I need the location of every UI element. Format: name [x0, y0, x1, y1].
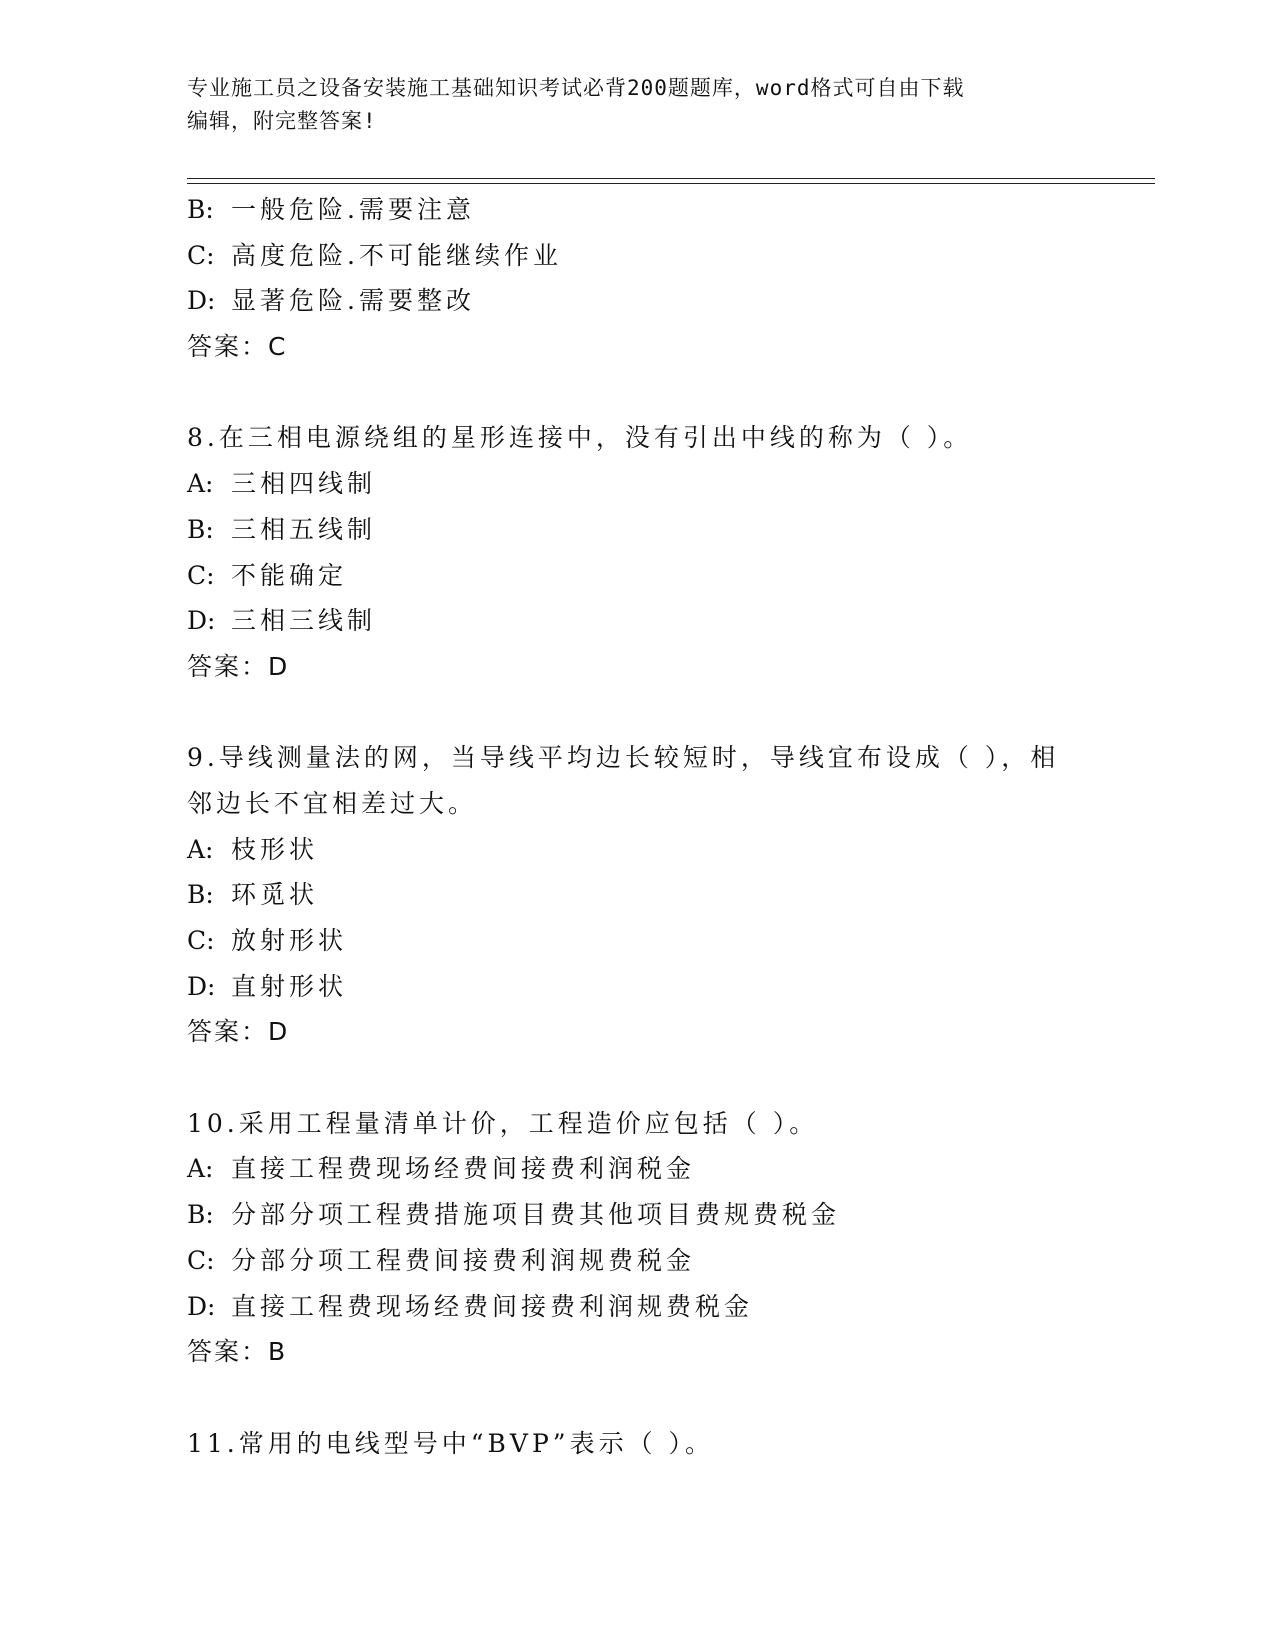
answer-key: 答案：D	[187, 1017, 290, 1047]
option-text: 三相三线制	[231, 606, 377, 636]
option-text: 枝形状	[231, 834, 319, 864]
option-text: 直接工程费现场经费间接费利润税金	[231, 1154, 696, 1184]
answer-option	[187, 553, 1087, 599]
answer-option	[187, 1238, 1087, 1284]
option-label: C:	[187, 560, 215, 590]
option-label: C:	[187, 240, 215, 270]
question-text: 邻边长不宜相差过大。	[187, 788, 478, 818]
option-label: C:	[187, 1245, 215, 1275]
option-label: A:	[187, 1154, 214, 1184]
header-divider-bottom	[187, 183, 1155, 184]
option-text: 放射形状	[231, 926, 348, 955]
question-text: 10.采用工程量清单计价，工程造价应包括（ ）。	[187, 1108, 819, 1138]
question-text: 8.在三相电源绕组的星形连接中，没有引出中线的称为（ ）。	[187, 423, 973, 453]
header-line-1: 专业施工员之设备安装施工基础知识考试必背200题题库，word格式可自由下载	[187, 76, 965, 100]
option-text: 三相四线制	[231, 469, 377, 499]
document-header	[187, 72, 1067, 138]
option-text: 直射形状	[231, 971, 348, 1001]
option-text: 三相五线制	[231, 514, 377, 544]
option-label: A:	[187, 834, 214, 864]
option-text: 不能确定	[231, 560, 348, 590]
option-text: 环觅状	[231, 880, 319, 910]
option-label: A:	[187, 469, 214, 499]
answer-option	[187, 1146, 1087, 1192]
option-label: B:	[187, 880, 214, 910]
option-text: 分部分项工程费间接费利润规费税金	[231, 1245, 696, 1275]
spacer	[187, 1375, 1087, 1421]
option-text: 分部分项工程费措施项目费其他项目费规费税金	[231, 1200, 841, 1230]
answer-key: 答案：C	[187, 332, 288, 362]
answer-option	[187, 964, 1087, 1010]
spacer	[187, 1055, 1087, 1101]
answer-option	[187, 598, 1087, 644]
answer-option	[187, 278, 1087, 324]
option-label: B:	[187, 1200, 214, 1230]
answer-option	[187, 918, 1087, 964]
answer-option	[187, 507, 1087, 553]
answer-option	[187, 1284, 1087, 1330]
header-divider-top	[187, 178, 1155, 179]
question-list	[187, 187, 1087, 1466]
answer-option	[187, 233, 1087, 279]
question-text: 11.常用的电线型号中“BVP”表示（ ）。	[187, 1428, 715, 1458]
option-label: D:	[187, 971, 216, 1001]
option-text: 高度危险.不可能继续作业	[231, 240, 562, 270]
option-label: D:	[187, 606, 216, 636]
answer-key: 答案：B	[187, 1337, 288, 1367]
option-text: 显著危险.需要整改	[231, 286, 475, 316]
spacer	[187, 370, 1087, 416]
header-line-2: 编辑，附完整答案!	[187, 109, 377, 133]
option-text: 直接工程费现场经费间接费利润规费税金	[231, 1291, 754, 1321]
question-text: 9.导线测量法的网，当导线平均边长较短时，导线宜布设成（ ），相	[187, 743, 1060, 773]
option-label: D:	[187, 1291, 216, 1321]
answer-key: 答案：D	[187, 651, 290, 681]
answer-option	[187, 461, 1087, 507]
answer-option	[187, 187, 1087, 233]
answer-option	[187, 1192, 1087, 1238]
option-label: D:	[187, 286, 216, 316]
option-text: 一般危险.需要注意	[231, 195, 475, 224]
option-label: B:	[187, 514, 214, 544]
option-label: B:	[187, 195, 214, 224]
answer-option	[187, 872, 1087, 918]
option-label: C:	[187, 926, 215, 955]
answer-option	[187, 827, 1087, 873]
spacer	[187, 690, 1087, 736]
